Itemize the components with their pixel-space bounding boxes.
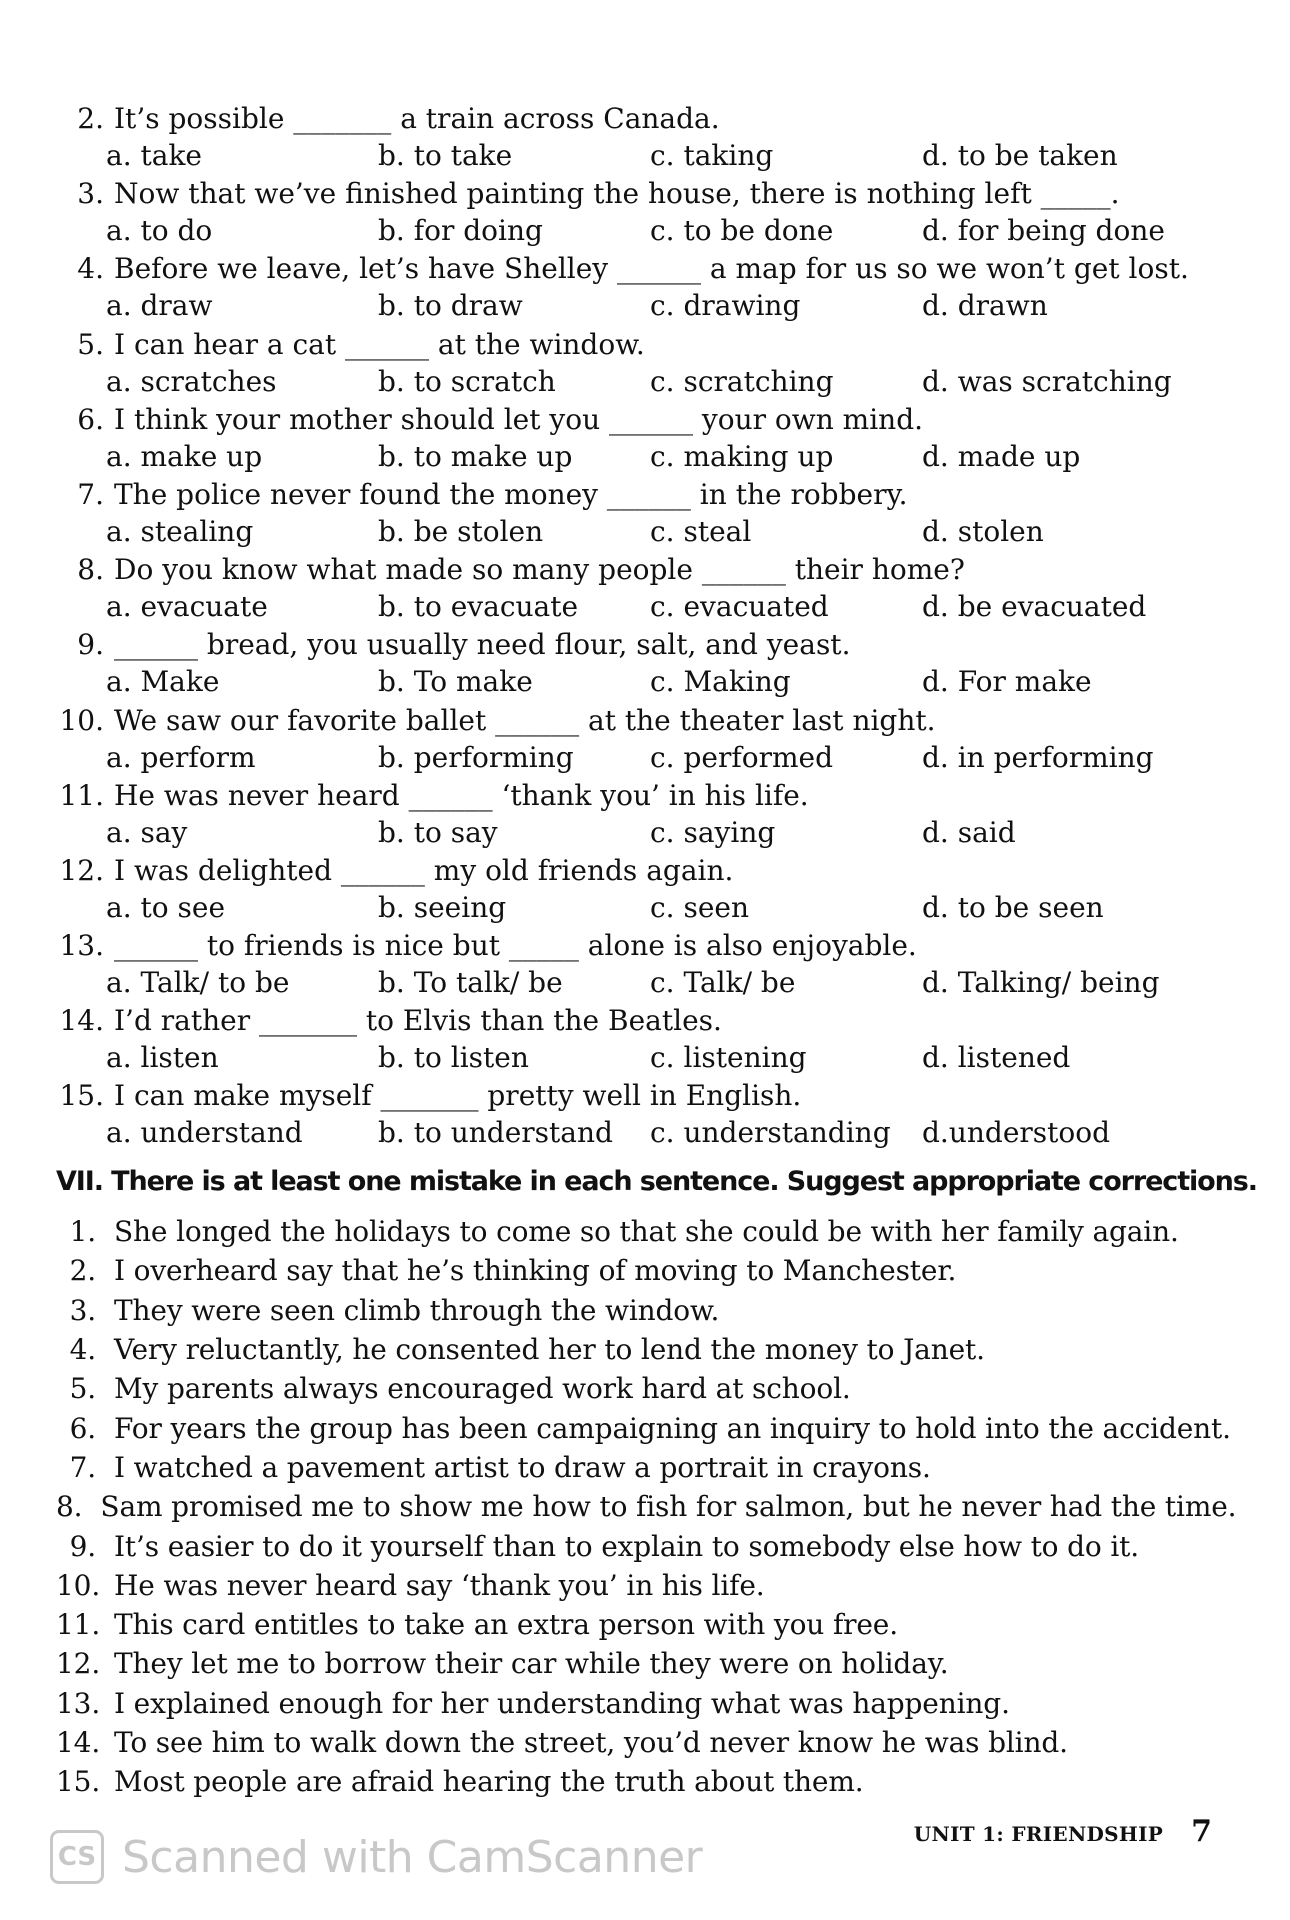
page-number: 7 [1191, 1814, 1212, 1849]
option-c: c. to be done [650, 214, 834, 248]
list-item [56, 1723, 1236, 1762]
option-d: d. in performing [922, 740, 1154, 774]
question-number: 14. [59, 1004, 104, 1038]
question-item [48, 326, 1228, 401]
watermark-text: Scanned with CamScanner [122, 1831, 703, 1883]
option-a: a. draw [106, 289, 213, 323]
camscanner-watermark [50, 1830, 702, 1884]
option-b: b. performing [378, 740, 574, 774]
option-a: a. Make [106, 665, 220, 699]
exercise-vii-sentences [56, 1212, 1236, 1801]
sentence-text: I overheard say that he’s thinking of moving to Manchester. [114, 1254, 957, 1288]
question-number: 15. [59, 1079, 104, 1113]
option-d: d. was scratching [922, 364, 1172, 398]
option-c: c. taking [650, 139, 774, 172]
question-number: 2. [77, 102, 104, 135]
option-d: d. for being done [922, 214, 1165, 248]
list-item [56, 1408, 1236, 1447]
list-item [56, 1212, 1236, 1251]
question-number: 6. [77, 402, 104, 436]
option-d: d. Talking/ being [922, 966, 1160, 1000]
sentence-text: They were seen climb through the window. [114, 1293, 720, 1327]
sentence-text: For years the group has been campaigning an inquiry to hold into the accident. [114, 1411, 1231, 1445]
question-number: 12. [59, 853, 104, 887]
sentence-number: 3. [69, 1293, 96, 1327]
sentence-number: 11. [56, 1608, 101, 1642]
option-d: d. listened [922, 1041, 1071, 1075]
sentence-number: 5. [69, 1372, 96, 1406]
question-stem: The police never found the money ______ in the robbery. [114, 477, 908, 511]
sentence-text: I explained enough for her understanding what was happening. [114, 1686, 1010, 1720]
question-number: 8. [77, 553, 104, 587]
sentence-text: Most people are afraid hearing the truth about them. [114, 1765, 864, 1799]
question-number: 10. [59, 703, 104, 737]
list-item [56, 1526, 1236, 1565]
sentence-number: 6. [69, 1411, 96, 1445]
option-d: d. drawn [922, 289, 1048, 323]
option-a: a. understand [106, 1116, 303, 1150]
option-b: b. to scratch [378, 364, 556, 398]
question-stem: I’d rather _______ to Elvis than the Beatles. [114, 1004, 722, 1038]
sentence-number: 10. [56, 1568, 101, 1602]
option-b: b. to understand [378, 1116, 613, 1150]
sentence-text: My parents always encouraged work hard at school. [114, 1372, 851, 1406]
question-item [48, 250, 1228, 325]
option-d: d. For make [922, 665, 1092, 699]
option-c: c. Making [650, 665, 791, 699]
question-stem: Do you know what made so many people ______ their home? [114, 553, 965, 587]
question-item [48, 100, 1228, 175]
option-b: b. seeing [378, 890, 507, 924]
option-b: b. for doing [378, 214, 543, 248]
sentence-number: 14. [56, 1726, 101, 1759]
question-item [48, 1002, 1228, 1077]
option-b: b. to say [378, 815, 498, 849]
question-stem: We saw our favorite ballet ______ at the theater last night. [114, 703, 936, 737]
option-c: c. steal [650, 514, 752, 548]
question-item [48, 1077, 1228, 1152]
question-number: 11. [59, 778, 104, 812]
option-a: a. to see [106, 890, 226, 924]
sentence-number: 13. [56, 1686, 101, 1720]
option-c: c. understanding [650, 1116, 891, 1150]
list-item [56, 1330, 1236, 1369]
option-c: c. listening [650, 1041, 807, 1075]
list-item [56, 1566, 1236, 1605]
question-item [48, 927, 1228, 1002]
option-a: a. Talk/ to be [106, 966, 290, 1000]
option-d: d.understood [922, 1116, 1111, 1150]
question-stem: He was never heard ______ ‘thank you’ in his life. [114, 778, 809, 812]
question-stem: I was delighted ______ my old friends again. [114, 853, 734, 887]
question-number: 4. [77, 252, 104, 286]
option-c: c. saying [650, 815, 776, 849]
option-c: c. scratching [650, 364, 834, 398]
exercise-vi-questions [48, 100, 1228, 1153]
question-item [48, 551, 1228, 626]
option-a: a. perform [106, 740, 256, 774]
question-stem: I can make myself _______ pretty well in English. [114, 1079, 802, 1113]
question-stem: Now that we’ve finished painting the house, there is nothing left _____. [114, 177, 1120, 211]
sentence-text: To see him to walk down the street, you’d never know he was blind. [114, 1726, 1068, 1759]
list-item [56, 1684, 1236, 1723]
option-b: b. to take [378, 139, 513, 172]
option-a: a. evacuate [106, 590, 268, 624]
option-c: c. making up [650, 439, 834, 473]
list-item [56, 1291, 1236, 1330]
sentence-text: It’s easier to do it yourself than to explain to somebody else how to do it. [114, 1529, 1140, 1563]
question-item [48, 476, 1228, 551]
option-a: a. stealing [106, 514, 254, 548]
sentence-text: This card entitles to take an extra person with you free. [114, 1608, 898, 1642]
question-item [48, 175, 1228, 250]
question-stem: It’s possible _______ a train across Canada. [114, 102, 720, 135]
question-number: 5. [77, 327, 104, 361]
sentence-number: 9. [69, 1529, 96, 1563]
list-item [56, 1605, 1236, 1644]
question-stem: ______ to friends is nice but _____ alone is also enjoyable. [114, 929, 917, 963]
option-b: b. to draw [378, 289, 523, 323]
sentence-text: She longed the holidays to come so that she could be with her family again. [114, 1215, 1179, 1249]
option-d: d. stolen [922, 514, 1044, 548]
option-a: a. take [106, 139, 202, 172]
option-a: a. make up [106, 439, 263, 473]
sentence-number: 4. [69, 1333, 96, 1367]
question-stem: I think your mother should let you ______ your own mind. [114, 402, 924, 436]
option-c: c. seen [650, 890, 750, 924]
camscanner-logo-icon: CS [50, 1830, 104, 1884]
list-item [56, 1487, 1236, 1526]
sentence-text: Very reluctantly, he consented her to lend the money to Janet. [114, 1333, 985, 1367]
list-item [56, 1448, 1236, 1487]
option-b: b. to make up [378, 439, 573, 473]
option-b: b. to evacuate [378, 590, 579, 624]
sentence-number: 8. [56, 1490, 83, 1524]
sentence-number: 7. [69, 1450, 96, 1484]
question-number: 13. [59, 929, 104, 963]
question-stem: ______ bread, you usually need flour, salt, and yeast. [114, 628, 851, 662]
sentence-number: 2. [69, 1254, 96, 1288]
option-a: a. say [106, 815, 188, 849]
option-b: b. to listen [378, 1041, 529, 1075]
option-c: c. performed [650, 740, 834, 774]
option-c: c. drawing [650, 289, 801, 323]
question-number: 9. [77, 628, 104, 662]
sentence-text: I watched a pavement artist to draw a portrait in crayons. [114, 1450, 931, 1484]
question-item [48, 702, 1228, 777]
question-item [48, 401, 1228, 476]
option-b: b. To make [378, 665, 533, 699]
sentence-text: He was never heard say ‘thank you’ in his life. [114, 1568, 765, 1602]
option-a: a. to do [106, 214, 213, 248]
option-c: c. Talk/ be [650, 966, 796, 1000]
question-item [48, 852, 1228, 927]
option-d: d. to be seen [922, 890, 1104, 924]
page-footer [914, 1814, 1212, 1849]
question-item [48, 777, 1228, 852]
option-a: a. scratches [106, 364, 277, 398]
list-item [56, 1369, 1236, 1408]
option-d: d. to be taken [922, 139, 1118, 172]
question-stem: Before we leave, let’s have Shelley ______ a map for us so we won’t get lost. [114, 252, 1189, 286]
question-item [48, 626, 1228, 701]
option-c: c. evacuated [650, 590, 829, 624]
sentence-number: 1. [69, 1215, 96, 1249]
sentence-number: 15. [56, 1765, 101, 1799]
sentence-number: 12. [56, 1647, 101, 1681]
list-item [56, 1644, 1236, 1683]
option-d: d. be evacuated [922, 590, 1147, 624]
sentence-text: They let me to borrow their car while they were on holiday. [114, 1647, 949, 1681]
option-b: b. be stolen [378, 514, 544, 548]
option-d: d. said [922, 815, 1016, 849]
question-number: 3. [77, 177, 104, 211]
list-item [56, 1762, 1236, 1801]
sentence-text: Sam promised me to show me how to fish for salmon, but he never had the time. [100, 1490, 1237, 1524]
question-number: 7. [77, 477, 104, 511]
question-stem: I can hear a cat ______ at the window. [114, 327, 645, 361]
option-a: a. listen [106, 1041, 219, 1075]
list-item [56, 1251, 1236, 1290]
unit-label: UNIT 1: FRIENDSHIP [913, 1822, 1164, 1846]
option-d: d. made up [922, 439, 1081, 473]
option-b: b. To talk/ be [378, 966, 563, 1000]
exercise-vii-heading: VII. There is at least one mistake in each sentence. Suggest appropriate corrections. [56, 1166, 1257, 1197]
